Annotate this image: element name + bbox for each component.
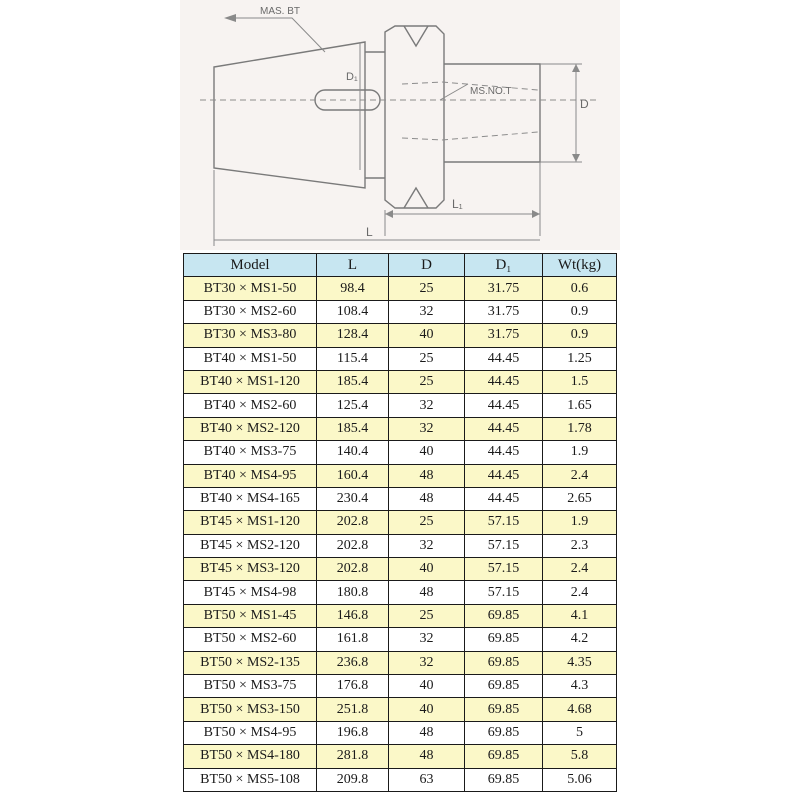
cell-d1: 69.85 [465, 768, 543, 791]
cell-d: 63 [389, 768, 465, 791]
col-header-model: Model [184, 254, 317, 277]
cell-d1: 44.45 [465, 394, 543, 417]
table-row [184, 628, 617, 651]
cell-d: 32 [389, 300, 465, 323]
cell-l: 161.8 [317, 628, 389, 651]
cell-l: 180.8 [317, 581, 389, 604]
cell-model: BT50 × MS4-95 [184, 721, 317, 744]
cell-d: 48 [389, 581, 465, 604]
table-row [184, 534, 617, 557]
cell-l: 185.4 [317, 370, 389, 393]
cell-model: BT30 × MS3-80 [184, 324, 317, 347]
cell-d: 32 [389, 417, 465, 440]
cell-l: 176.8 [317, 675, 389, 698]
cell-model: BT50 × MS2-60 [184, 628, 317, 651]
table-row [184, 721, 617, 744]
table-row [184, 558, 617, 581]
table-row [184, 745, 617, 768]
cell-d: 40 [389, 698, 465, 721]
cell-d1: 69.85 [465, 698, 543, 721]
table-row [184, 581, 617, 604]
ms-no-label: MS.NO.T [470, 86, 512, 97]
cell-weight: 1.78 [543, 417, 617, 440]
cell-weight: 2.4 [543, 581, 617, 604]
l1-label: L₁ [452, 197, 463, 211]
cell-model: BT45 × MS4-98 [184, 581, 317, 604]
cell-weight: 5.06 [543, 768, 617, 791]
cell-d1: 69.85 [465, 721, 543, 744]
cell-d1: 69.85 [465, 628, 543, 651]
cell-l: 146.8 [317, 604, 389, 627]
cell-weight: 1.5 [543, 370, 617, 393]
cell-l: 140.4 [317, 441, 389, 464]
cell-d: 32 [389, 628, 465, 651]
cell-l: 185.4 [317, 417, 389, 440]
cell-model: BT50 × MS3-75 [184, 675, 317, 698]
cell-d: 40 [389, 675, 465, 698]
cell-weight: 1.65 [543, 394, 617, 417]
cell-d1: 69.85 [465, 745, 543, 768]
cell-d: 32 [389, 394, 465, 417]
cell-model: BT50 × MS3-150 [184, 698, 317, 721]
cell-l: 230.4 [317, 487, 389, 510]
cell-l: 251.8 [317, 698, 389, 721]
technical-drawing [180, 0, 620, 250]
cell-d1: 31.75 [465, 324, 543, 347]
cell-d: 25 [389, 277, 465, 300]
cell-model: BT40 × MS1-120 [184, 370, 317, 393]
cell-l: 115.4 [317, 347, 389, 370]
cell-d1: 69.85 [465, 604, 543, 627]
cell-model: BT30 × MS1-50 [184, 277, 317, 300]
col-header-d1: D₁ [465, 254, 543, 277]
cell-weight: 2.3 [543, 534, 617, 557]
cell-weight: 4.3 [543, 675, 617, 698]
table-row [184, 511, 617, 534]
cell-l: 202.8 [317, 558, 389, 581]
cell-d: 25 [389, 511, 465, 534]
cell-l: 128.4 [317, 324, 389, 347]
cell-weight: 2.4 [543, 558, 617, 581]
table-row [184, 300, 617, 323]
table-row [184, 651, 617, 674]
cell-l: 202.8 [317, 534, 389, 557]
cell-l: 196.8 [317, 721, 389, 744]
cell-weight: 1.9 [543, 441, 617, 464]
cell-weight: 0.6 [543, 277, 617, 300]
cell-weight: 4.35 [543, 651, 617, 674]
d1-label: D₁ [346, 71, 358, 83]
cell-model: BT50 × MS5-108 [184, 768, 317, 791]
cell-d: 48 [389, 721, 465, 744]
table-row [184, 604, 617, 627]
cell-l: 160.4 [317, 464, 389, 487]
cell-weight: 5.8 [543, 745, 617, 768]
cell-weight: 0.9 [543, 324, 617, 347]
cell-d1: 57.15 [465, 511, 543, 534]
table-row [184, 417, 617, 440]
table-row [184, 277, 617, 300]
cell-d1: 31.75 [465, 277, 543, 300]
l-label: L [366, 225, 373, 239]
cell-model: BT40 × MS2-60 [184, 394, 317, 417]
cell-model: BT50 × MS4-180 [184, 745, 317, 768]
cell-weight: 2.4 [543, 464, 617, 487]
cell-d1: 44.45 [465, 347, 543, 370]
cell-model: BT40 × MS1-50 [184, 347, 317, 370]
table-row [184, 487, 617, 510]
d-label: D [580, 97, 589, 111]
cell-d: 25 [389, 604, 465, 627]
cell-l: 236.8 [317, 651, 389, 674]
cell-d: 25 [389, 370, 465, 393]
cell-d1: 57.15 [465, 581, 543, 604]
cell-weight: 2.65 [543, 487, 617, 510]
cell-d: 32 [389, 534, 465, 557]
cell-d: 48 [389, 464, 465, 487]
mas-bt-label: MAS. BT [260, 6, 301, 17]
table-row [184, 768, 617, 791]
table-row [184, 347, 617, 370]
table-row [184, 324, 617, 347]
col-header-weight: Wt(kg) [543, 254, 617, 277]
cell-weight: 4.1 [543, 604, 617, 627]
cell-l: 209.8 [317, 768, 389, 791]
cell-l: 281.8 [317, 745, 389, 768]
cell-weight: 1.9 [543, 511, 617, 534]
cell-model: BT40 × MS4-165 [184, 487, 317, 510]
cell-d1: 44.45 [465, 417, 543, 440]
table-row [184, 370, 617, 393]
cell-d: 25 [389, 347, 465, 370]
cell-d1: 69.85 [465, 675, 543, 698]
cell-d1: 57.15 [465, 534, 543, 557]
col-header-l: L [317, 254, 389, 277]
table-row [184, 464, 617, 487]
table-row [184, 394, 617, 417]
table-header-row [184, 254, 617, 277]
spec-table [183, 253, 617, 792]
cell-l: 202.8 [317, 511, 389, 534]
table-row [184, 441, 617, 464]
cell-l: 108.4 [317, 300, 389, 323]
cell-d1: 44.45 [465, 487, 543, 510]
cell-weight: 5 [543, 721, 617, 744]
cell-weight: 1.25 [543, 347, 617, 370]
cell-d1: 44.45 [465, 370, 543, 393]
cell-model: BT45 × MS3-120 [184, 558, 317, 581]
cell-d1: 44.45 [465, 464, 543, 487]
table-row [184, 675, 617, 698]
cell-weight: 4.68 [543, 698, 617, 721]
cell-model: BT30 × MS2-60 [184, 300, 317, 323]
cell-model: BT40 × MS4-95 [184, 464, 317, 487]
cell-d1: 69.85 [465, 651, 543, 674]
cell-model: BT45 × MS1-120 [184, 511, 317, 534]
cell-l: 98.4 [317, 277, 389, 300]
cell-model: BT50 × MS1-45 [184, 604, 317, 627]
cell-d1: 31.75 [465, 300, 543, 323]
cell-model: BT45 × MS2-120 [184, 534, 317, 557]
cell-d: 40 [389, 441, 465, 464]
cell-d1: 44.45 [465, 441, 543, 464]
cell-model: BT40 × MS2-120 [184, 417, 317, 440]
col-header-d: D [389, 254, 465, 277]
cell-d1: 57.15 [465, 558, 543, 581]
cell-model: BT40 × MS3-75 [184, 441, 317, 464]
cell-d: 48 [389, 487, 465, 510]
table-row [184, 698, 617, 721]
cell-d: 32 [389, 651, 465, 674]
cell-d: 48 [389, 745, 465, 768]
cell-weight: 0.9 [543, 300, 617, 323]
cell-l: 125.4 [317, 394, 389, 417]
cell-weight: 4.2 [543, 628, 617, 651]
cell-d: 40 [389, 558, 465, 581]
cell-d: 40 [389, 324, 465, 347]
cell-model: BT50 × MS2-135 [184, 651, 317, 674]
